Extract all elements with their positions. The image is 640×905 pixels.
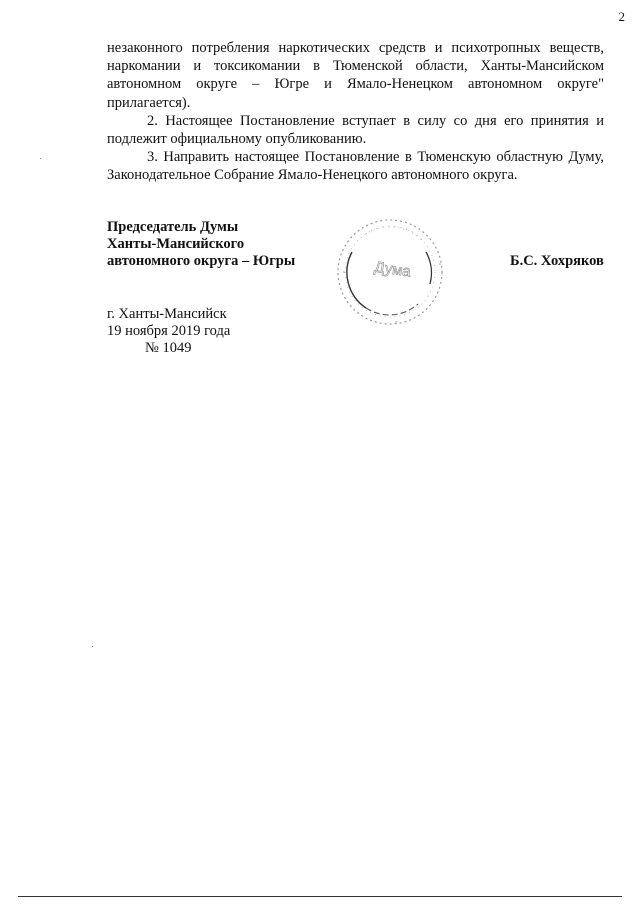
body-paragraph-distribution: 3. Направить настоящее Постановление в Тюменскую областную Думу, Законодательное Собрание Ямало-Ненецкого автономного округа.: [107, 149, 604, 184]
signatory-title-line: автономного округа – Югры: [107, 253, 296, 269]
signer-name: Б.С. Хохряков: [510, 253, 604, 269]
seal-text: Дума: [373, 258, 412, 281]
page-number: 2: [618, 9, 625, 24]
document-number: № 1049: [145, 340, 192, 356]
body-paragraph-entry-into-force: 2. Настоящее Постановление вступает в силу со дня его принятия и подлежит официальному опубликованию.: [107, 113, 604, 148]
scan-speck: [40, 158, 41, 159]
signatory-title: [107, 219, 295, 270]
signatory-title-line: Ханты-Мансийского: [107, 236, 245, 252]
body-paragraph-continuation: незаконного потребления наркотических средств и психотропных веществ, наркомании и токсикомании в Тюменской области, Ханты-Мансийском автономном округе – Югре и Ямало-Ненецком автономном округе" прилагается).: [107, 40, 604, 111]
page-bottom-edge-line: [18, 896, 622, 897]
scan-speck: [92, 646, 93, 647]
document-place-date-number: [107, 306, 230, 357]
document-place: г. Ханты-Мансийск: [107, 306, 227, 322]
signatory-title-line: Председатель Думы: [107, 219, 239, 235]
official-seal-stamp: [326, 212, 456, 332]
document-date: 19 ноября 2019 года: [107, 323, 231, 339]
